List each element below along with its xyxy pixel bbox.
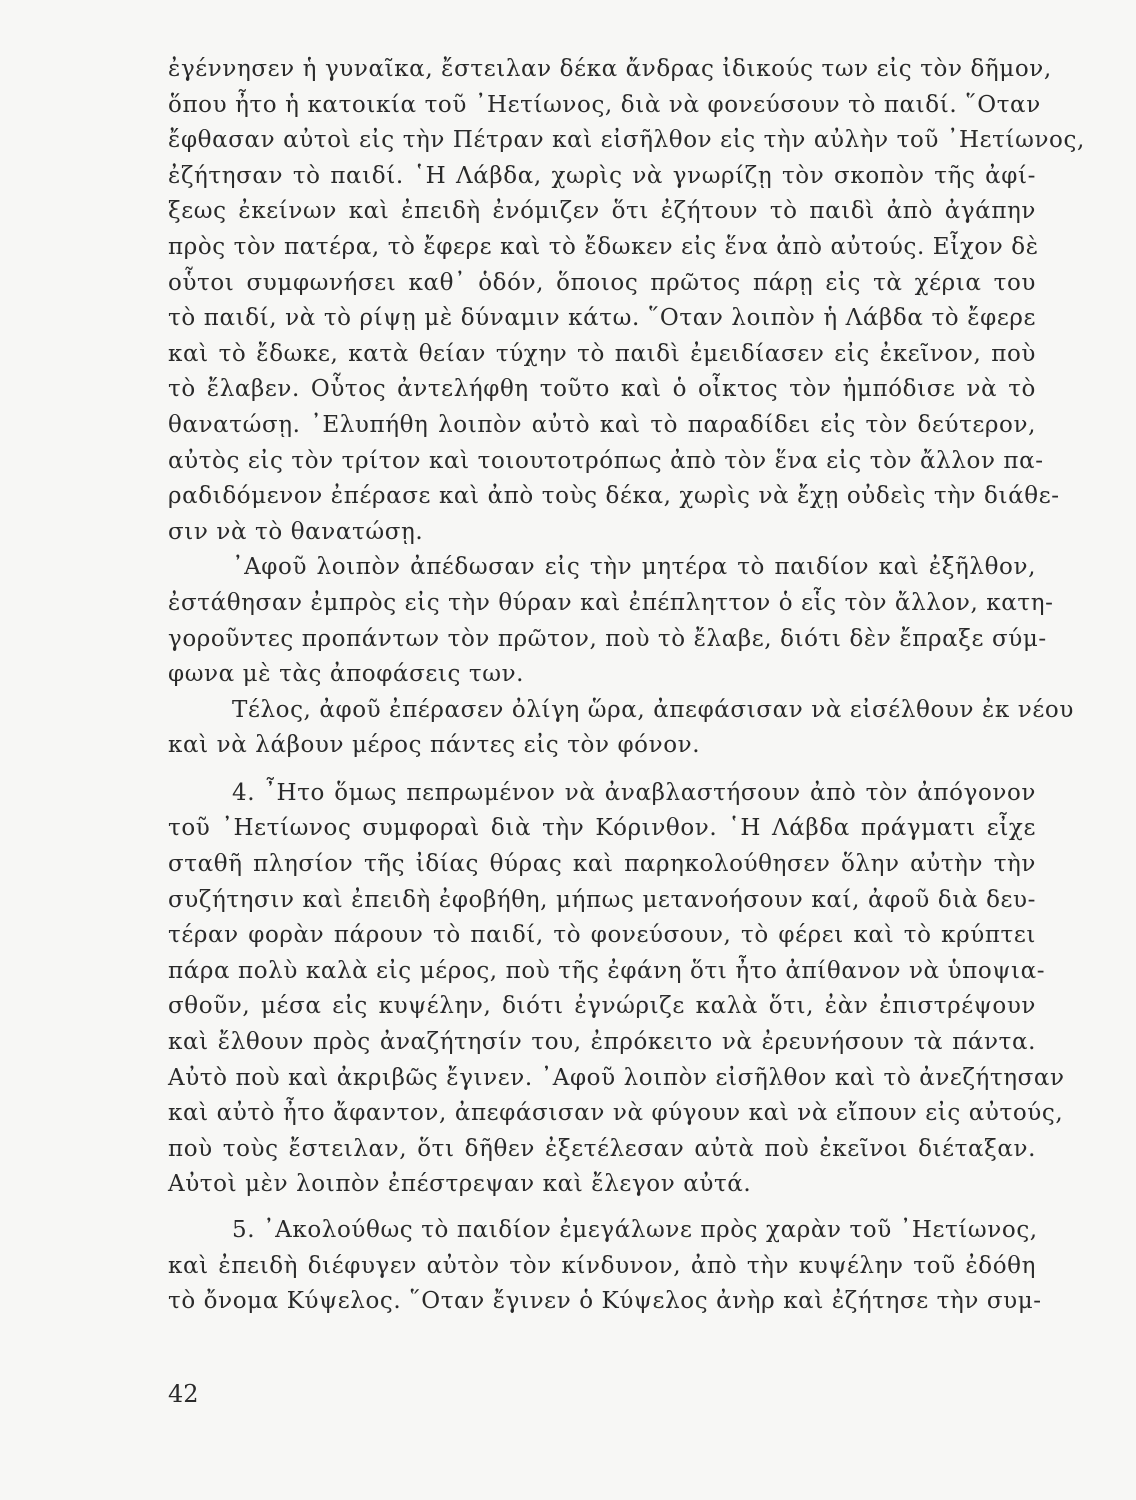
text-line: ραδιδόμενον ἐπέρασε καὶ ἀπὸ τοὺς δέκα, χωρὶς νὰ ἔχῃ οὐδεὶς τὴν διάθε- [168, 483, 1060, 510]
text-line: οὗτοι συμφωνήσει καθ᾿ ὁδόν, ὅποιος πρῶτος πάρῃ εἰς τὰ χέρια του [168, 269, 1036, 296]
text-line: τέραν φορὰν πάρουν τὸ παιδί, τὸ φονεύσουν, τὸ φέρει καὶ τὸ κρύπτει [168, 922, 1036, 949]
text-line: Τέλος, ἀφοῦ ἐπέρασεν ὀλίγη ὥρα, ἀπεφάσισαν νὰ εἰσέλθουν ἐκ νέου [232, 696, 1074, 723]
text-line: αὐτὸς εἰς τὸν τρίτον καὶ τοιουτοτρόπως ἀπὸ τὸν ἕνα εἰς τὸν ἄλλον πα- [168, 447, 1044, 474]
text-line: σθοῦν, μέσα εἰς κυψέλην, διότι ἐγνώριζε καλὰ ὅτι, ἐὰν ἐπιστρέψουν [168, 993, 1036, 1020]
page-number: 42 [168, 1380, 199, 1408]
text-line: καὶ ἔλθουν πρὸς ἀναζήτησίν του, ἐπρόκειτο νὰ ἐρευνήσουν τὰ πάντα. [168, 1029, 1036, 1056]
text-line: σιν νὰ τὸ θανατώσῃ. [168, 518, 424, 545]
text-line: τοῦ ᾿Ηετίωνος συμφοραὶ διὰ τὴν Κόρινθον. ῾Η Λάβδα πράγματι εἶχε [168, 815, 1036, 842]
text-line: ποὺ τοὺς ἔστειλαν, ὅτι δῆθεν ἐξετέλεσαν αὐτὰ ποὺ ἐκεῖνοι διέταξαν. [168, 1135, 1036, 1162]
text-line: Αὐτὸ ποὺ καὶ ἀκριβῶς ἔγινεν. ᾿Αφοῦ λοιπὸν εἰσῆλθον καὶ τὸ ἀνεζήτησαν [168, 1064, 1065, 1091]
text-line: Αὐτοὶ μὲν λοιπὸν ἐπέστρεψαν καὶ ἔλεγον αὐτά. [168, 1171, 752, 1198]
text-line: θανατώσῃ. ᾿Ελυπήθη λοιπὸν αὐτὸ καὶ τὸ παραδίδει εἰς τὸν δεύτερον, [168, 411, 1036, 438]
text-line: ξεως ἐκείνων καὶ ἐπειδὴ ἐνόμιζεν ὅτι ἐζήτουν τὸ παιδὶ ἀπὸ ἀγάπην [168, 198, 1036, 225]
text-line: καὶ ἐπειδὴ διέφυγεν αὐτὸν τὸν κίνδυνον, ἀπὸ τὴν κυψέλην τοῦ ἐδόθη [168, 1252, 1036, 1279]
text-line: πάρα πολὺ καλὰ εἰς μέρος, ποὺ τῆς ἐφάνη ὅτι ἦτο ἀπίθανον νὰ ὑποψια- [168, 957, 1046, 984]
text-line: καὶ τὸ ἔδωκε, κατὰ θείαν τύχην τὸ παιδὶ ἐμειδίασεν εἰς ἐκεῖνον, ποὺ [168, 340, 1036, 367]
text-line: ἐστάθησαν ἐμπρὸς εἰς τὴν θύραν καὶ ἐπέπληττον ὁ εἷς τὸν ἄλλον, κατη- [168, 589, 1054, 616]
text-line: 4. ῏Ητο ὅμως πεπρωμένον νὰ ἀναβλαστήσουν ἀπὸ τὸν ἀπόγονον [232, 779, 1036, 806]
text-line: τὸ ἔλαβεν. Οὗτος ἀντελήφθη τοῦτο καὶ ὁ οἶκτος τὸν ἠμπόδισε νὰ τὸ [168, 376, 1036, 403]
text-line: συζήτησιν καὶ ἐπειδὴ ἐφοβήθη, μήπως μετανοήσουν καί, ἀφοῦ διὰ δευ- [168, 886, 1036, 913]
text-line: ᾿Αφοῦ λοιπὸν ἀπέδωσαν εἰς τὴν μητέρα τὸ παιδίον καὶ ἐξῆλθον, [232, 554, 1036, 581]
text-line: τὸ παιδί, νὰ τὸ ρίψῃ μὲ δύναμιν κάτω. ῞Οταν λοιπὸν ἡ Λάβδα τὸ ἔφερε [168, 305, 1036, 332]
text-line: ἐζήτησαν τὸ παιδί. ῾Η Λάβδα, χωρὶς νὰ γνωρίζῃ τὸν σκοπὸν τῆς ἀφί- [168, 162, 1036, 189]
text-line: τὸ ὄνομα Κύψελος. ῞Οταν ἔγινεν ὁ Κύψελος ἀνὴρ καὶ ἐζήτησε τὴν συμ- [168, 1288, 1042, 1315]
text-line: ὅπου ἦτο ἡ κατοικία τοῦ ᾿Ηετίωνος, διὰ νὰ φονεύσουν τὸ παιδί. ῞Οταν [168, 91, 1041, 118]
text-line: 5. ᾿Ακολούθως τὸ παιδίον ἐμεγάλωνε πρὸς χαρὰν τοῦ ᾿Ηετίωνος, [232, 1217, 1038, 1243]
text-line: σταθῆ πλησίον τῆς ἰδίας θύρας καὶ παρηκολούθησεν ὅλην αὐτὴν τὴν [168, 851, 1036, 878]
text-line: φωνα μὲ τὰς ἀποφάσεις των. [168, 661, 525, 688]
body-text [168, 52, 1085, 1320]
text-line: ἔφθασαν αὐτοὶ εἰς τὴν Πέτραν καὶ εἰσῆλθον εἰς τὴν αὐλὴν τοῦ ᾿Ηετίωνος, [168, 127, 1085, 154]
text-line: καὶ νὰ λάβουν μέρος πάντες εἰς τὸν φόνον. [168, 732, 701, 759]
text-line: πρὸς τὸν πατέρα, τὸ ἔφερε καὶ τὸ ἔδωκεν εἰς ἕνα ἀπὸ αὐτούς. Εἶχον δὲ [168, 233, 1039, 260]
text-line: ἐγέννησεν ἡ γυναῖκα, ἔστειλαν δέκα ἄνδρας ἰδικούς των εἰς τὸν δῆμον, [168, 56, 1052, 82]
text-line: καὶ αὐτὸ ἦτο ἄφαντον, ἀπεφάσισαν νὰ φύγουν καὶ νὰ εἴπουν εἰς αὐτούς, [168, 1100, 1064, 1127]
text-line: γοροῦντες προπάντων τὸν πρῶτον, ποὺ τὸ ἔλαβε, διότι δὲν ἔπραξε σύμ- [168, 625, 1047, 652]
